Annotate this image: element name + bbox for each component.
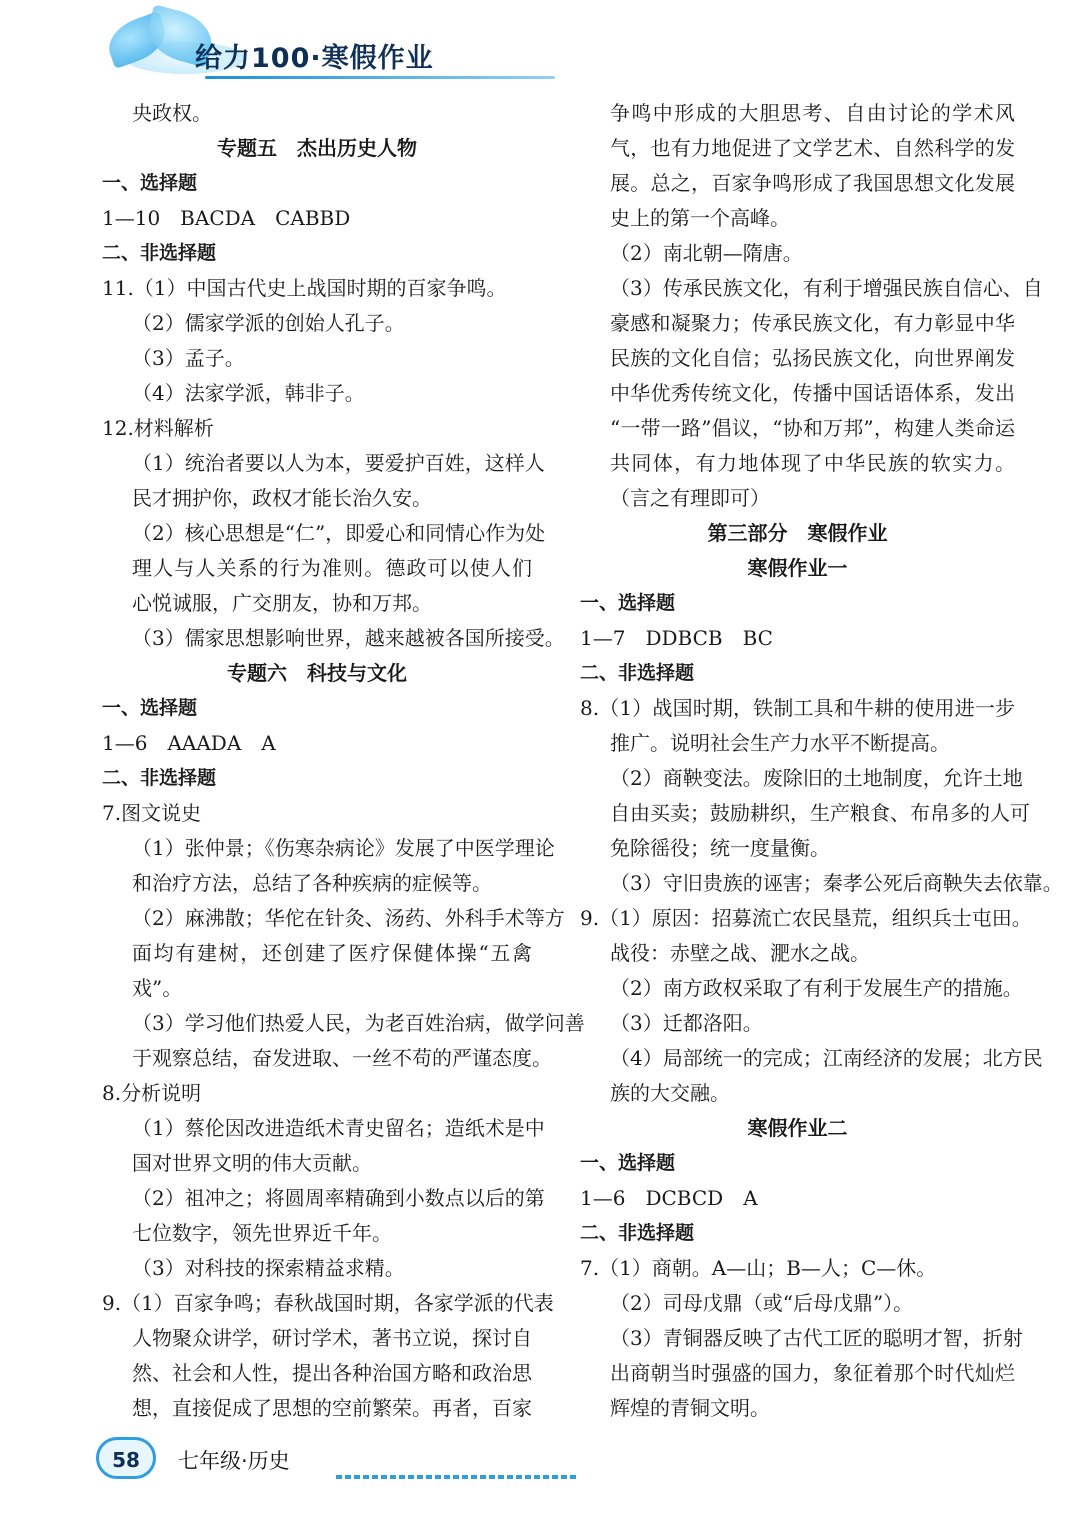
answer-line: 民族的文化自信；弘扬民族文化，向世界阐发 [610,346,1015,370]
answer-line: （3）孟子。 [132,346,245,370]
answer-line: 然、社会和人性，提出各种治国方略和政治思 [132,1361,532,1385]
answer-line: 史上的第一个高峰。 [610,206,790,230]
answer-line: （2）祖冲之；将圆周率精确到小数点以后的第 [132,1186,545,1210]
answer-line: 1—7 DDBCB BC [580,626,773,650]
answer-line: 12.材料解析 [102,416,214,440]
answer-line: （2）儒家学派的创始人孔子。 [132,311,405,335]
answer-line: 想，直接促成了思想的空前繁荣。再者，百家 [132,1396,532,1420]
answer-line: 9.（1）原因：招募流亡农民垦荒，组织兵士屯田。 [580,906,1032,930]
answer-line: 出商朝当时强盛的国力，象征着那个时代灿烂 [610,1361,1015,1385]
question-type-label: 二、非选择题 [580,1222,695,1244]
answer-line: 9.（1）百家争鸣；春秋战国时期，各家学派的代表 [102,1291,554,1315]
grade-subject: 七年级·历史 [178,1449,290,1473]
question-type-label: 二、非选择题 [580,662,695,684]
left-column [102,96,585,1426]
book-title: 给力100·寒假作业 [195,43,434,74]
answer-line: 央政权。 [132,101,212,125]
answer-line: （3）学习他们热爱人民，为老百姓治病，做学问善 [132,1011,585,1035]
question-type-label: 一、选择题 [580,1152,676,1174]
answer-line: （4）法家学派，韩非子。 [132,381,365,405]
answer-line: （言之有理即可） [610,486,770,510]
answer-line: （4）局部统一的完成；江南经济的发展；北方民 [610,1046,1043,1070]
answer-line: （3）对科技的探索精益求精。 [132,1256,405,1280]
answer-line: 争鸣中形成的大胆思考、自由讨论的学术风 [610,101,1015,125]
answer-line: （3）青铜器反映了古代工匠的聪明才智，折射 [610,1326,1023,1350]
answer-line: 七位数字，领先世界近千年。 [132,1221,392,1245]
right-column [580,96,1063,1426]
page-footer [96,1435,496,1485]
answer-line: 共同体，有力地体现了中华民族的软实力。 [610,451,1015,475]
answer-line: 戏”。 [132,976,183,1000]
answer-line: （1）蔡伦因改进造纸术青史留名；造纸术是中 [132,1116,545,1140]
answer-line: 民才拥护你，政权才能长治久安。 [132,486,432,510]
answer-line: 人物聚众讲学，研讨学术，著书立说，探讨自 [132,1326,532,1350]
answer-line: 气，也有力地促进了文学艺术、自然科学的发 [610,136,1015,160]
answer-line: 于观察总结，奋发进取、一丝不苟的严谨态度。 [132,1046,552,1070]
section-heading: 寒假作业二 [747,1116,848,1140]
answer-line: （2）南方政权采取了有利于发展生产的措施。 [610,976,1023,1000]
answer-line: 战役：赤壁之战、淝水之战。 [610,941,870,965]
answer-line: （2）司母戊鼎（或“后母戊鼎”）。 [610,1291,914,1315]
section-heading: 专题六 科技与文化 [227,661,407,685]
question-type-label: 二、非选择题 [102,242,217,264]
answer-line: 国对世界文明的伟大贡献。 [132,1151,372,1175]
answer-line: （2）南北朝—隋唐。 [610,241,803,265]
answer-line: “一带一路”倡议，“协和万邦”，构建人类命运 [610,416,1015,440]
answer-line: 1—6 AAADA A [102,731,276,755]
answer-line: （1）张仲景；《伤寒杂病论》发展了中医学理论 [132,836,555,860]
section-heading: 寒假作业一 [747,556,848,580]
answer-line: 自由买卖；鼓励耕织，生产粮食、布帛多的人可 [610,801,1030,825]
answer-line: 豪感和凝聚力；传承民族文化，有力彰显中华 [610,311,1015,335]
answer-line: 理人与人关系的行为准则。德政可以使人们 [132,556,532,580]
answer-line: （2）商鞅变法。废除旧的土地制度，允许土地 [610,766,1023,790]
answer-line: 展。总之，百家争鸣形成了我国思想文化发展 [610,171,1015,195]
question-type-label: 二、非选择题 [102,767,217,789]
answer-line: （2）核心思想是“仁”，即爱心和同情心作为处 [132,521,546,545]
answer-line: 1—6 DCBCD A [580,1186,758,1210]
section-heading: 专题五 杰出历史人物 [217,136,417,160]
answer-line: 和治疗方法，总结了各种疾病的症候等。 [132,871,492,895]
answer-line: 7.（1）商朝。A—山；B—人；C—休。 [580,1256,937,1280]
answer-line: 11.（1）中国古代史上战国时期的百家争鸣。 [102,276,507,300]
page-header [95,12,475,84]
answer-line: 推广。说明社会生产力水平不断提高。 [610,731,950,755]
answer-line: 免除徭役；统一度量衡。 [610,836,830,860]
answer-line: 中华优秀传统文化，传播中国话语体系，发出 [610,381,1015,405]
question-type-label: 一、选择题 [102,172,198,194]
answer-line: 面均有建树，还创建了医疗保健体操“五禽 [132,941,532,965]
answer-line: 辉煌的青铜文明。 [610,1396,770,1420]
answer-line: （3）儒家思想影响世界，越来越被各国所接受。 [132,626,565,650]
answer-line: （3）守旧贵族的诬害；秦孝公死后商鞅失去依靠。 [610,871,1063,895]
answer-line: 心悦诚服，广交朋友，协和万邦。 [132,591,432,615]
answer-line: 8.（1）战国时期，铁制工具和牛耕的使用进一步 [580,696,1015,720]
answer-line: 1—10 BACDA CABBD [102,206,351,230]
question-type-label: 一、选择题 [102,697,198,719]
answer-line: 族的大交融。 [610,1081,730,1105]
page-number: 58 [96,1437,156,1479]
header-rule [205,76,555,79]
footer-rule [336,1475,576,1479]
question-type-label: 一、选择题 [580,592,676,614]
answer-line: （3）传承民族文化，有利于增强民族自信心、自 [610,276,1043,300]
section-heading: 第三部分 寒假作业 [707,521,888,545]
answer-line: （3）迁都洛阳。 [610,1011,763,1035]
answer-line: （1）统治者要以人为本，要爱护百姓，这样人 [132,451,545,475]
answer-line: 7.图文说史 [102,801,202,825]
answer-line: 8.分析说明 [102,1081,202,1105]
answer-line: （2）麻沸散；华佗在针灸、汤药、外科手术等方 [132,906,565,930]
